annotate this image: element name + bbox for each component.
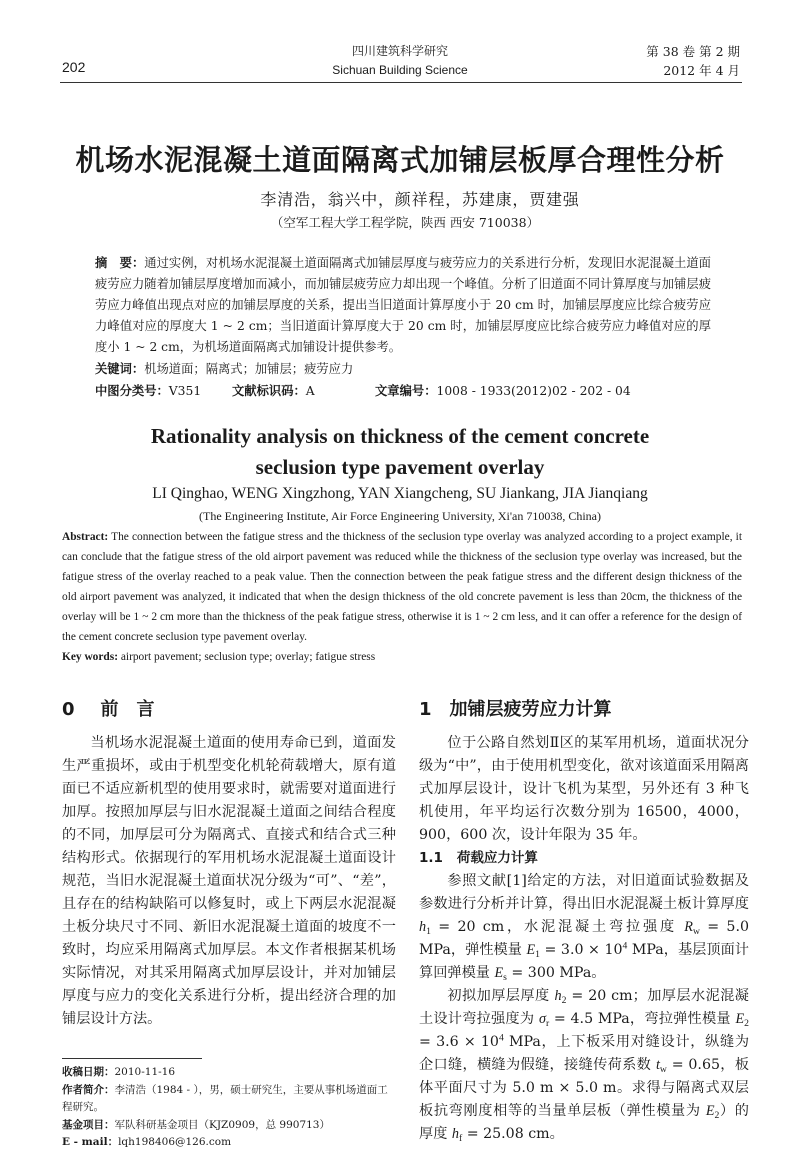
text-segment: MPa，上下板采用对缝设计，纵缝为企口缝，横缝为假缝，接缝传荷系数: [419, 1034, 750, 1073]
volume-issue: 第 38 卷 第 2 期: [646, 44, 740, 59]
keywords-en: [62, 647, 742, 667]
subsection-heading-load-stress: [419, 847, 749, 870]
variable: E: [494, 965, 504, 981]
subscript: 1: [535, 948, 540, 960]
text-segment: MPa，基层顶面计算回弹模量: [419, 942, 749, 981]
section-heading-introduction: [62, 698, 396, 722]
footnote-value: 军队科研基金项目（KJZ0909，总 990713）: [114, 1118, 330, 1131]
text-segment: = 3.0 × 10: [539, 942, 623, 958]
footnote-rule: [62, 1058, 202, 1059]
section-title: 前 言: [100, 699, 155, 720]
abstract-cn-block: [95, 252, 711, 402]
footnote-funding: [62, 1117, 396, 1135]
header-rule: [60, 82, 742, 83]
variable: h: [554, 988, 562, 1004]
fatigue-section-paragraph: 位于公路自然划Ⅱ区的某军用机场，道面状况分级为“中”，由于使用机型变化，欲对该道面采用隔离式加厚层设计，设计飞机为某型，另外还有 3 种飞机使用，年平均运行次数分别为 16500，4000，900，600 次，设计年限为 35 年。: [419, 735, 749, 843]
page-number: 202: [62, 59, 86, 75]
footnote-value: 2010-11-16: [114, 1066, 176, 1078]
paper-title-en: [0, 421, 800, 483]
right-column: [419, 698, 749, 1146]
footnote-author-bio: [62, 1082, 396, 1117]
document-code: [232, 380, 375, 402]
section-title: 加铺层疲劳应力计算: [449, 699, 612, 720]
footnote-label: 基金项目：: [62, 1118, 115, 1131]
authors-cn: 李清浩，翁兴中，颜祥程，苏建康，贾建强: [260, 190, 580, 209]
subscript: w: [692, 925, 700, 937]
variable: σ: [538, 1011, 546, 1027]
subscript: 2: [561, 994, 567, 1006]
article-no-label: 文章编号：: [375, 383, 437, 398]
article-number: [375, 380, 631, 402]
keywords-cn-text: 机场道面；隔离式；加铺层；疲劳应力: [144, 362, 354, 376]
abstract-en-text: The connection between the fatigue stress and the thickness of the seclusion type overlay was analyzed according to a project example, it can conclude that the fatigue stress of the old airport pavement was reduced while the thickness of the seclusion type overlay was increased, but the fatigue stress of the overlay reached to a peak value. Then the connection between the peak fatigue stress and the different design thickness of the old airport pavement was analyzed, it indicated that when the design thickness of the old concrete pavement is less than 20cm, the thickness of the overlay will be 1 ~ 2 cm more than the thickness of the peak fatigue stress, otherwise it is 1 ~ 2 cm less, and it can offer a reference for the design of the cement concrete seclusion type pavement overlay.: [62, 531, 742, 643]
subscript: r: [545, 1017, 550, 1029]
abstract-cn-label: 摘 要：: [95, 255, 145, 270]
variable: h: [419, 919, 427, 935]
section-number: 1: [419, 699, 432, 720]
subscript: 2: [744, 1017, 749, 1029]
keywords-cn-label: 关键词：: [95, 361, 145, 376]
subscript: s: [503, 971, 507, 983]
variable: t: [655, 1057, 660, 1073]
text-segment: = 25.08 cm。: [462, 1126, 564, 1142]
section-number: 0: [62, 699, 75, 720]
title-en-line: seclusion type pavement overlay: [255, 455, 545, 479]
journal-name: [250, 42, 550, 80]
affiliation-en: (The Engineering Institute, Air Force Engineering University, Xi'an 710038, China): [199, 509, 601, 523]
footnote-received-date: [62, 1064, 396, 1082]
footnote-email: [62, 1134, 396, 1152]
title-en-line: Rationality analysis on thickness of the cement concrete: [150, 424, 650, 448]
clc-number: [95, 380, 232, 402]
text-segment: = 4.5 MPa，弯拉弹性模量: [549, 1011, 736, 1027]
subscript: w: [659, 1063, 667, 1075]
variable: E: [705, 1103, 715, 1119]
journal-name-en: Sichuan Building Science: [332, 63, 468, 77]
load-stress-paragraph-2: [419, 985, 749, 1146]
classification-line: [95, 380, 711, 402]
text-segment: ）的厚度: [419, 1103, 749, 1142]
text-segment: = 20 cm，水泥混凝土弯拉强度: [430, 919, 685, 935]
variable: E: [526, 942, 536, 958]
article-no-value: 1008 - 1933(2012)02 - 202 - 04: [436, 384, 631, 398]
footnotes: [62, 1064, 396, 1152]
paper-title-cn: 机场水泥混凝土道面隔离式加铺层板厚合理性分析: [75, 143, 725, 177]
keywords-en-label: Key words:: [62, 651, 118, 663]
subscript: 1: [426, 925, 431, 937]
footnote-value: 李清浩（1984 - ），男，硕士研究生，主要从事机场道面工程研究。: [62, 1083, 388, 1113]
clc-value: V351: [168, 384, 202, 398]
doc-code-value: A: [305, 384, 315, 398]
footnote-label: 作者简介：: [62, 1083, 115, 1096]
journal-name-cn: 四川建筑科学研究: [351, 44, 448, 58]
footnote-label: E - mail：: [62, 1136, 119, 1148]
superscript: 4: [622, 940, 628, 952]
load-stress-paragraph-1: [419, 870, 749, 985]
issue-date: 2012 年 4 月: [663, 63, 740, 78]
footnote-value: lqh198406@126.com: [118, 1136, 232, 1148]
variable: E: [735, 1011, 745, 1027]
doc-code-label: 文献标识码：: [232, 383, 306, 398]
text-segment: = 3.6 × 10: [419, 1034, 499, 1050]
subscript: f: [458, 1132, 463, 1144]
superscript: 4: [498, 1032, 504, 1044]
issue-info: [560, 42, 740, 80]
authors-en: LI Qinghao, WENG Xingzhong, YAN Xiangcheng, SU Jiankang, JIA Jianqiang: [152, 485, 648, 502]
subsection-number: 1.1: [419, 850, 443, 866]
left-column: [62, 698, 396, 1031]
abstract-cn-text: 通过实例，对机场水泥混凝土道面隔离式加铺层厚度与疲劳应力的关系进行分析，发现旧水泥混凝土道面疲劳应力随着加铺层厚度增加而减小，而加铺层疲劳应力却出现一个峰值。分析了旧道面不同计算厚度与加铺层疲劳应力峰值出现点对应的加铺层厚度的关系，提出当旧道面计算厚度小于 20 cm 时，加铺层厚度应比综合疲劳应力峰值对应的厚度大 1 ~ 2 cm；当旧道面计算厚度大于 20 cm 时，加铺层厚度应比综合疲劳应力峰值对应的厚度小 1 ~ 2 cm，为机场道面隔离式加铺设计提供参考。: [95, 256, 711, 354]
abstract-en-label: Abstract:: [62, 531, 109, 543]
text-segment: = 20 cm；加厚层水泥混凝土设计弯拉强度为: [419, 988, 749, 1027]
abstract-cn: [95, 252, 711, 358]
subsection-title: 荷载应力计算: [456, 850, 538, 866]
text-segment: 初拟加厚层厚度: [447, 988, 555, 1004]
affiliation-cn: （空军工程大学工程学院，陕西 西安 710038）: [270, 215, 540, 230]
section-heading-fatigue-stress: [419, 698, 749, 722]
variable: R: [684, 919, 693, 935]
clc-label: 中图分类号：: [95, 383, 169, 398]
introduction-paragraph: 当机场水泥混凝土道面的使用寿命已到，道面发生严重损坏，或由于机型变化机轮荷载增大，原有道面已不适应新机型的使用要求时，就需要对道面进行加厚。按照加厚层与旧水泥混凝土道面之间结合程度的不同，加厚层可分为隔离式、直接式和结合式三种结构形式。依据现行的军用机场水泥混凝土道面设计规范，当旧水泥混凝土道面状况分级为“可”、“差”，且存在的结构缺陷可以修复时，或上下两层水泥混凝土板分块尺寸不同、新旧水泥混凝土道面的坡度不一致时，均应采用隔离式加厚层。本文作者根据某机场实际情况，对其采用隔离式加厚层设计，并对加铺层厚度与应力的变化关系进行分析，提出经济合理的加铺层设计方法。: [62, 735, 396, 1027]
keywords-cn: [95, 358, 711, 380]
keywords-en-text: airport pavement; seclusion type; overlay; fatigue stress: [118, 651, 376, 663]
subscript: 2: [714, 1109, 720, 1121]
text-segment: = 0.65，板体平面尺寸为 5.0 m × 5.0 m。求得与隔离式双层板抗弯刚度相等的当量单层板（弹性模量为: [419, 1057, 750, 1119]
abstract-en-block: [62, 527, 742, 667]
text-segment: = 300 MPa。: [506, 965, 606, 981]
variable: h: [451, 1126, 459, 1142]
footnote-label: 收稿日期：: [62, 1066, 115, 1078]
abstract-en: [62, 527, 742, 647]
text-segment: = 5.0 MPa，弹性模量: [419, 919, 749, 958]
text-segment: 参照文献[1]给定的方法，对旧道面试验数据及参数进行分析并计算，得出旧水泥混凝土板计算厚度: [419, 873, 749, 912]
